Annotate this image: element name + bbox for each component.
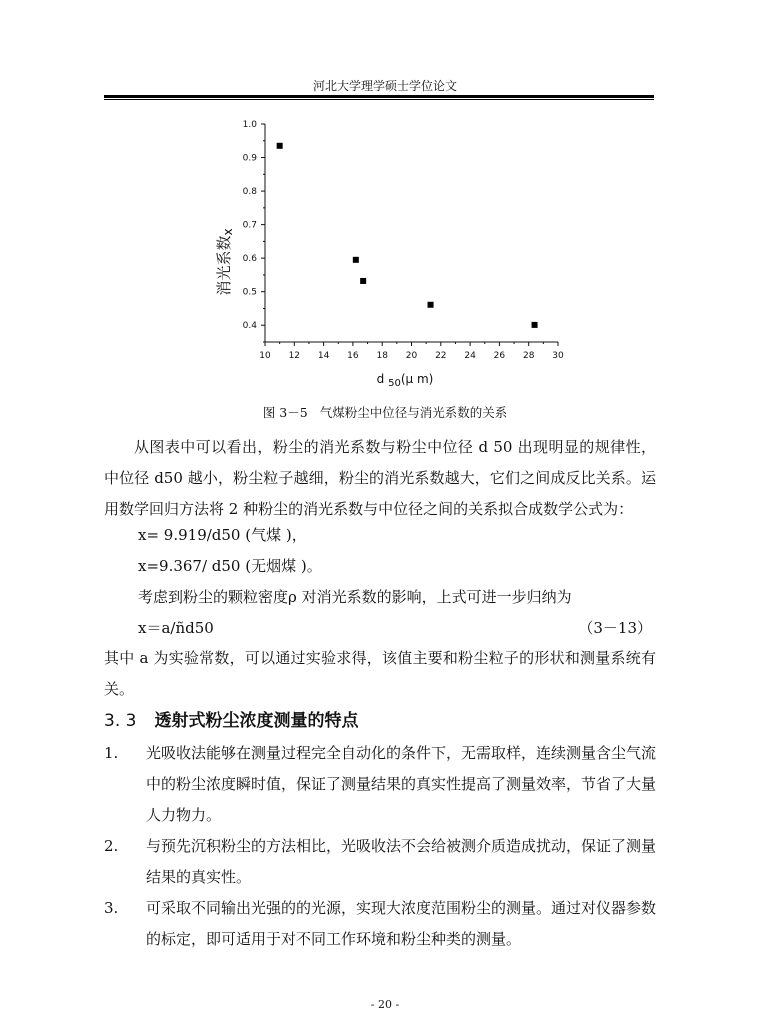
list-item-3 xyxy=(104,893,656,955)
data-points xyxy=(277,143,538,328)
y-tick-label: 0.4 xyxy=(242,321,257,332)
x-tick-label: 12 xyxy=(288,351,301,361)
caption-label: 图 3－5 xyxy=(262,405,308,420)
y-axis-label: 消光系数$_x$ xyxy=(215,228,235,296)
x-tick-label: 30 xyxy=(552,351,564,361)
data-point xyxy=(353,257,359,263)
chart-axes xyxy=(265,124,558,342)
scatter-chart xyxy=(205,112,575,397)
running-header: 河北大学理学硕士学位论文 xyxy=(312,79,457,93)
x-tick-label: 10 xyxy=(259,351,271,361)
header-rule-thick xyxy=(104,95,654,98)
x-ticks xyxy=(259,342,564,361)
figure-caption xyxy=(0,403,770,421)
paragraph-2: 考虑到粉尘的颗粒密度ρ 对消光系数的影响，上式可进一步归纳为 xyxy=(138,588,572,606)
page-number: - 20 - xyxy=(370,998,400,1011)
list-item-text: 光吸收法能够在测量过程完全自动化的条件下，无需取样，连续测量含尘气流中的粉尘浓度瞬时值，保证了测量结果的真实性提高了测量效率，节省了大量人力物力。 xyxy=(146,744,657,824)
list-item-1 xyxy=(104,738,656,831)
x-tick-label: 24 xyxy=(464,351,476,361)
header-rule-thin xyxy=(104,99,654,100)
x-tick-label: 28 xyxy=(522,351,535,361)
list-item-number: 3. xyxy=(104,899,119,917)
x-tick-label: 22 xyxy=(435,351,447,361)
paragraph-1: 从图表中可以看出，粉尘的消光系数与粉尘中位径 d 50 出现明显的规律性，中位径 d50 越小，粉尘粒子越细，粉尘的消光系数越大，它们之间成反比关系。运用数学回归方法将 2 种粉尘的消光系数与中位径之间的关系拟合成数学公式为： xyxy=(104,438,656,518)
y-tick-label: 0.6 xyxy=(242,254,257,265)
data-point xyxy=(360,278,366,284)
y-tick-label: 1.0 xyxy=(242,120,257,130)
equation-3-number: （3－13） xyxy=(578,619,652,637)
equation-1: x= 9.919/d50 (气煤 )， xyxy=(138,526,307,544)
section-number: 3. 3 xyxy=(104,711,137,731)
data-point xyxy=(532,322,538,328)
data-point xyxy=(277,143,283,149)
caption-title: 气煤粉尘中位径与消光系数的关系 xyxy=(319,405,508,420)
y-tick-label: 0.7 xyxy=(242,220,257,231)
x-tick-label: 20 xyxy=(405,351,418,361)
equation-3: x＝a/ñd50 xyxy=(138,619,214,637)
section-title: 透射式粉尘浓度测量的特点 xyxy=(154,711,359,731)
data-point xyxy=(428,302,434,308)
list-item-number: 2. xyxy=(104,837,119,855)
list-item-2 xyxy=(104,831,656,893)
section-heading xyxy=(104,706,358,731)
y-tick-label: 0.9 xyxy=(242,153,257,164)
x-tick-label: 18 xyxy=(376,351,388,361)
equation-2: x=9.367/ d50 (无烟煤 )。 xyxy=(138,557,322,575)
list-item-number: 1. xyxy=(104,744,119,762)
list-item-text: 与预先沉积粉尘的方法相比，光吸收法不会给被测介质造成扰动，保证了测量结果的真实性。 xyxy=(146,837,657,886)
x-axis-label: d $_{50}$(μ m) xyxy=(376,372,434,389)
y-ticks xyxy=(243,120,265,342)
paragraph-3: 其中 a 为实验常数，可以通过实验求得，该值主要和粉尘粒子的形状和测量系统有关。 xyxy=(104,649,656,698)
x-tick-label: 14 xyxy=(317,351,330,361)
y-tick-label: 0.8 xyxy=(242,187,257,198)
x-tick-label: 16 xyxy=(347,351,359,361)
y-tick-label: 0.5 xyxy=(242,287,257,298)
x-tick-label: 26 xyxy=(493,351,506,361)
list-item-text: 可采取不同输出光强的的光源，实现大浓度范围粉尘的测量。通过对仪器参数的标定，即可适用于对不同工作环境和粉尘种类的测量。 xyxy=(146,899,657,948)
